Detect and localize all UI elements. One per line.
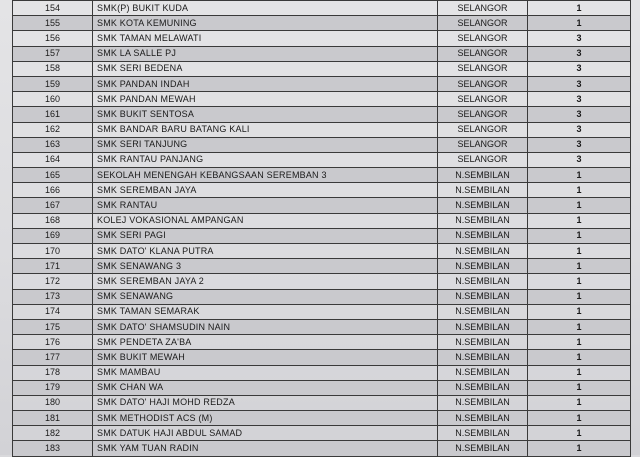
school-name-cell: SMK SERI TANJUNG — [93, 137, 438, 152]
row-number-cell: 167 — [13, 198, 93, 213]
count-cell: 1 — [528, 304, 631, 319]
state-cell: N.SEMBILAN — [438, 274, 528, 289]
state-cell: N.SEMBILAN — [438, 411, 528, 426]
state-cell: N.SEMBILAN — [438, 335, 528, 350]
row-number-cell: 158 — [13, 61, 93, 76]
row-number-cell: 162 — [13, 122, 93, 137]
school-name-cell: SMK DATO' HAJI MOHD REDZA — [93, 395, 438, 410]
school-name-cell: SMK TAMAN SEMARAK — [93, 304, 438, 319]
state-cell: N.SEMBILAN — [438, 289, 528, 304]
row-number-cell: 182 — [13, 426, 93, 441]
count-cell: 1 — [528, 380, 631, 395]
school-name-cell: SMK RANTAU — [93, 198, 438, 213]
count-cell: 1 — [528, 319, 631, 334]
count-cell: 1 — [528, 274, 631, 289]
row-number-cell: 168 — [13, 213, 93, 228]
table-row — [13, 274, 631, 289]
table-row — [13, 304, 631, 319]
row-number-cell: 173 — [13, 289, 93, 304]
row-number-cell: 183 — [13, 441, 93, 456]
row-number-cell: 172 — [13, 274, 93, 289]
table-row — [13, 137, 631, 152]
row-number-cell: 178 — [13, 365, 93, 380]
table-row — [13, 411, 631, 426]
count-cell: 1 — [528, 395, 631, 410]
school-name-cell: SMK TAMAN MELAWATI — [93, 31, 438, 46]
table-row — [13, 244, 631, 259]
row-number-cell: 181 — [13, 411, 93, 426]
school-name-cell: SMK LA SALLE PJ — [93, 46, 438, 61]
row-number-cell: 171 — [13, 259, 93, 274]
state-cell: SELANGOR — [438, 16, 528, 31]
school-name-cell: SMK BUKIT SENTOSA — [93, 107, 438, 122]
count-cell: 1 — [528, 1, 631, 16]
state-cell: N.SEMBILAN — [438, 426, 528, 441]
school-name-cell: SMK KOTA KEMUNING — [93, 16, 438, 31]
count-cell: 3 — [528, 76, 631, 91]
school-name-cell: SMK BUKIT MEWAH — [93, 350, 438, 365]
state-cell: N.SEMBILAN — [438, 380, 528, 395]
count-cell: 3 — [528, 152, 631, 167]
state-cell: SELANGOR — [438, 31, 528, 46]
state-cell: N.SEMBILAN — [438, 168, 528, 183]
state-cell: N.SEMBILAN — [438, 395, 528, 410]
state-cell: N.SEMBILAN — [438, 213, 528, 228]
row-number-cell: 170 — [13, 244, 93, 259]
state-cell: N.SEMBILAN — [438, 441, 528, 456]
count-cell: 1 — [528, 426, 631, 441]
row-number-cell: 155 — [13, 16, 93, 31]
table-row — [13, 213, 631, 228]
table-row — [13, 198, 631, 213]
table-row — [13, 319, 631, 334]
table-row — [13, 46, 631, 61]
state-cell: SELANGOR — [438, 137, 528, 152]
count-cell: 1 — [528, 198, 631, 213]
state-cell: N.SEMBILAN — [438, 228, 528, 243]
table-row — [13, 183, 631, 198]
table-row — [13, 152, 631, 167]
count-cell: 3 — [528, 46, 631, 61]
table-row — [13, 365, 631, 380]
count-cell: 1 — [528, 183, 631, 198]
state-cell: SELANGOR — [438, 46, 528, 61]
count-cell: 3 — [528, 92, 631, 107]
count-cell: 3 — [528, 137, 631, 152]
table-row — [13, 335, 631, 350]
row-number-cell: 160 — [13, 92, 93, 107]
row-number-cell: 154 — [13, 1, 93, 16]
count-cell: 3 — [528, 31, 631, 46]
row-number-cell: 174 — [13, 304, 93, 319]
state-cell: N.SEMBILAN — [438, 304, 528, 319]
school-name-cell: SMK SENAWANG 3 — [93, 259, 438, 274]
school-name-cell: SMK MAMBAU — [93, 365, 438, 380]
row-number-cell: 166 — [13, 183, 93, 198]
school-name-cell: SMK SEREMBAN JAYA 2 — [93, 274, 438, 289]
school-list-body — [13, 1, 631, 457]
state-cell: SELANGOR — [438, 61, 528, 76]
table-row — [13, 16, 631, 31]
row-number-cell: 159 — [13, 76, 93, 91]
school-name-cell: KOLEJ VOKASIONAL AMPANGAN — [93, 213, 438, 228]
table-row — [13, 228, 631, 243]
state-cell: N.SEMBILAN — [438, 259, 528, 274]
table-row — [13, 350, 631, 365]
table-row — [13, 122, 631, 137]
state-cell: SELANGOR — [438, 152, 528, 167]
state-cell: N.SEMBILAN — [438, 244, 528, 259]
school-name-cell: SMK SEREMBAN JAYA — [93, 183, 438, 198]
row-number-cell: 179 — [13, 380, 93, 395]
count-cell: 1 — [528, 244, 631, 259]
row-number-cell: 177 — [13, 350, 93, 365]
table-row — [13, 395, 631, 410]
count-cell: 1 — [528, 289, 631, 304]
count-cell: 1 — [528, 441, 631, 456]
state-cell: N.SEMBILAN — [438, 183, 528, 198]
state-cell: N.SEMBILAN — [438, 198, 528, 213]
count-cell: 1 — [528, 16, 631, 31]
table-row — [13, 168, 631, 183]
table-row — [13, 1, 631, 16]
table-row — [13, 289, 631, 304]
school-name-cell: SMK PANDAN INDAH — [93, 76, 438, 91]
count-cell: 3 — [528, 61, 631, 76]
count-cell: 1 — [528, 259, 631, 274]
row-number-cell: 161 — [13, 107, 93, 122]
school-name-cell: SMK RANTAU PANJANG — [93, 152, 438, 167]
table-row — [13, 76, 631, 91]
school-name-cell: SMK DATO' SHAMSUDIN NAIN — [93, 319, 438, 334]
row-number-cell: 169 — [13, 228, 93, 243]
school-name-cell: SMK(P) BUKIT KUDA — [93, 1, 438, 16]
school-name-cell: SMK YAM TUAN RADIN — [93, 441, 438, 456]
state-cell: SELANGOR — [438, 107, 528, 122]
state-cell: N.SEMBILAN — [438, 365, 528, 380]
state-cell: SELANGOR — [438, 76, 528, 91]
table-row — [13, 380, 631, 395]
state-cell: SELANGOR — [438, 122, 528, 137]
state-cell: SELANGOR — [438, 1, 528, 16]
school-name-cell: SMK METHODIST ACS (M) — [93, 411, 438, 426]
table-row — [13, 31, 631, 46]
row-number-cell: 163 — [13, 137, 93, 152]
school-name-cell: SMK SERI PAGI — [93, 228, 438, 243]
count-cell: 1 — [528, 213, 631, 228]
school-name-cell: SMK DATUK HAJI ABDUL SAMAD — [93, 426, 438, 441]
school-name-cell: SMK SENAWANG — [93, 289, 438, 304]
row-number-cell: 180 — [13, 395, 93, 410]
count-cell: 3 — [528, 107, 631, 122]
row-number-cell: 175 — [13, 319, 93, 334]
count-cell: 3 — [528, 122, 631, 137]
table-row — [13, 259, 631, 274]
row-number-cell: 165 — [13, 168, 93, 183]
state-cell: N.SEMBILAN — [438, 350, 528, 365]
count-cell: 1 — [528, 411, 631, 426]
state-cell: SELANGOR — [438, 92, 528, 107]
table-row — [13, 92, 631, 107]
school-name-cell: SMK CHAN WA — [93, 380, 438, 395]
table-row — [13, 61, 631, 76]
school-name-cell: SMK PENDETA ZA'BA — [93, 335, 438, 350]
school-name-cell: SEKOLAH MENENGAH KEBANGSAAN SEREMBAN 3 — [93, 168, 438, 183]
school-name-cell: SMK BANDAR BARU BATANG KALI — [93, 122, 438, 137]
table-row — [13, 426, 631, 441]
count-cell: 1 — [528, 350, 631, 365]
count-cell: 1 — [528, 168, 631, 183]
count-cell: 1 — [528, 365, 631, 380]
school-name-cell: SMK SERI BEDENA — [93, 61, 438, 76]
count-cell: 1 — [528, 228, 631, 243]
school-name-cell: SMK DATO' KLANA PUTRA — [93, 244, 438, 259]
table-row — [13, 107, 631, 122]
row-number-cell: 156 — [13, 31, 93, 46]
school-list-table — [12, 0, 631, 457]
school-name-cell: SMK PANDAN MEWAH — [93, 92, 438, 107]
state-cell: N.SEMBILAN — [438, 319, 528, 334]
row-number-cell: 164 — [13, 152, 93, 167]
row-number-cell: 176 — [13, 335, 93, 350]
table-row — [13, 441, 631, 456]
count-cell: 1 — [528, 335, 631, 350]
row-number-cell: 157 — [13, 46, 93, 61]
